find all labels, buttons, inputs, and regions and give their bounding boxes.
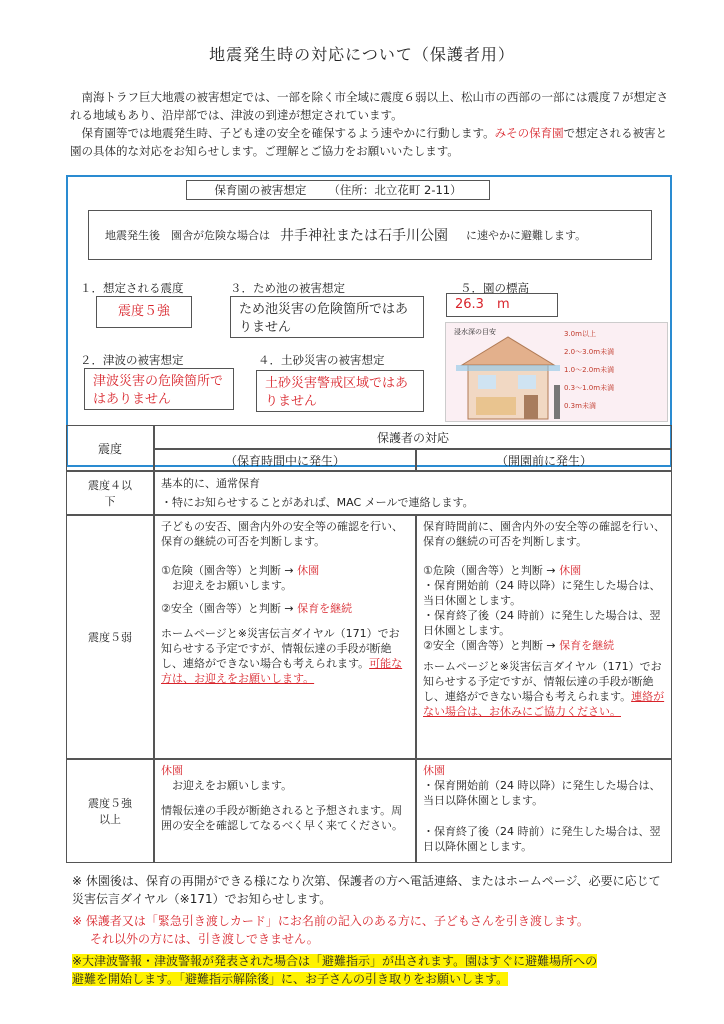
row3-left: 休園 お迎えをお願いします。 情報伝達の手段が断絶されると予想されます。周囲の安全を確認してなるべく早く来てください。 — [154, 759, 416, 863]
s3-value: ため池災害の危険箇所ではありません — [230, 296, 424, 338]
s5-value: 26.3 m — [446, 293, 558, 317]
s1-label: １．想定される震度 — [80, 281, 184, 295]
nursery-name: みその保育園 — [494, 126, 564, 140]
intro-text — [70, 88, 670, 160]
damage-estimate-header: 保育園の被害想定 （住所：北立花町 2-11） — [186, 180, 490, 200]
s5-label: ５．園の標高 — [460, 281, 529, 295]
s3-label: ３．ため池の被害想定 — [230, 281, 345, 295]
evacuation-box: 地震発生後 園舎が危険な場合は 井手神社または石手川公園 に速やかに避難します。 — [88, 210, 652, 260]
row3-label: 震度５強以上 — [66, 759, 154, 863]
header-shindo: 震度 — [66, 425, 154, 471]
s2-value: 津波災害の危険箇所ではありません — [84, 368, 234, 410]
intro-paragraph-1: 南海トラフ巨大地震の被害想定では、一部を除く市全域に震度６弱以上、松山市の西部の一部には震度７が想定される地域もあり、沿岸部では、津波の到達が想定されています。 — [70, 90, 668, 122]
s4-value: 土砂災害警戒区域ではありません — [256, 370, 424, 412]
legend-item: 2.0～3.0m未満 — [564, 348, 615, 356]
row2-right: 保育時間前に、園舎内外の安全等の確認を行い、保育の継続の可否を判断します。 ①危険（園舎等）と判断 → 休園 ・保育開始前（24 時以降）に発生した場合は、当日休園とします。 ・保育終了後（24 時前）に発生した場合は、翌日休園とします。 ②安全（園舎等）と判断 → 保育を継続 ホームページと※災害伝言ダイヤル（171）でお知らせする予定ですが、情報伝達の手段が断絶し、連絡ができない場合も考えられます。連絡がない場合は、お休みにご協力ください。 — [416, 515, 672, 759]
note-reopen: ※ 休園後は、保育の再開ができる様になり次第、保護者の方へ電話連絡、またはホームページ、必要に応じて災害伝言ダイヤル（※171）でお知らせします。 — [72, 874, 661, 906]
s2-label: ２．津波の被害想定 — [80, 353, 184, 367]
house-icon — [448, 325, 568, 421]
flood-depth-illustration — [445, 322, 668, 422]
legend-item: 1.0～2.0m未満 — [564, 366, 615, 374]
legend-item: 0.3m未満 — [564, 402, 596, 410]
header-before: （開園前に発生） — [416, 449, 672, 471]
row1-content: 基本的に、通常保育 ・特にお知らせすることがあれば、MAC メールで連絡します。 — [154, 471, 672, 515]
header-during: （保育時間中に発生） — [154, 449, 416, 471]
note-handover: ※ 保護者又は「緊急引き渡しカード」にお名前の記入のある方に、子どもさんを引き渡します。 それ以外の方には、引き渡しできません。 — [72, 914, 589, 946]
intro-paragraph-2: 保育園等では地震発生時、子ども達の安全を確保するよう速やかに行動します。みその保育園で想定される被害と園の具体的な対応をお知らせします。ご理解とご協力をお願いいたします。 — [70, 126, 668, 158]
row2-label: 震度５弱 — [66, 515, 154, 759]
row2-left: 子どもの安否、園舎内外の安全等の確認を行い、保育の継続の可否を判断します。 ①危険（園舎等）と判断 → 休園 お迎えをお願いします。 ②安全（園舎等）と判断 → 保育を継続 ホームページと※災害伝言ダイヤル（171）でお知らせする予定ですが、情報伝達の手段が断絶し、連絡ができない場合も考えられます。可能な方は、お迎えをお願いします。 — [154, 515, 416, 759]
page-title: 地震発生時の対応について（保護者用） — [209, 45, 515, 64]
evacuation-place: 井手神社または石手川公園 — [280, 228, 448, 244]
legend-item: 3.0m以上 — [564, 330, 596, 338]
illus-title: 浸水深の目安 — [454, 328, 496, 336]
flood-legend — [564, 329, 664, 415]
s4-label: ４．土砂災害の被害想定 — [258, 353, 385, 367]
s1-value: 震度５強 — [96, 296, 192, 328]
response-table — [66, 425, 672, 863]
row1-label: 震度４以下 — [66, 471, 154, 515]
row3-right: 休園 ・保育開始前（24 時以降）に発生した場合は、当日以降休園とします。 ・保育終了後（24 時前）に発生した場合は、翌日以降休園とします。 — [416, 759, 672, 863]
legend-item: 0.3～1.0m未満 — [564, 384, 615, 392]
note-tsunami: ※大津波警報・津波警報が発表された場合は「避難指示」が出されます。園はすぐに避難場所への 避難を開始します。「避難指示解除後」に、お子さんの引き取りをお願いします。 — [72, 954, 598, 986]
header-action: 保護者の対応 — [154, 425, 672, 449]
